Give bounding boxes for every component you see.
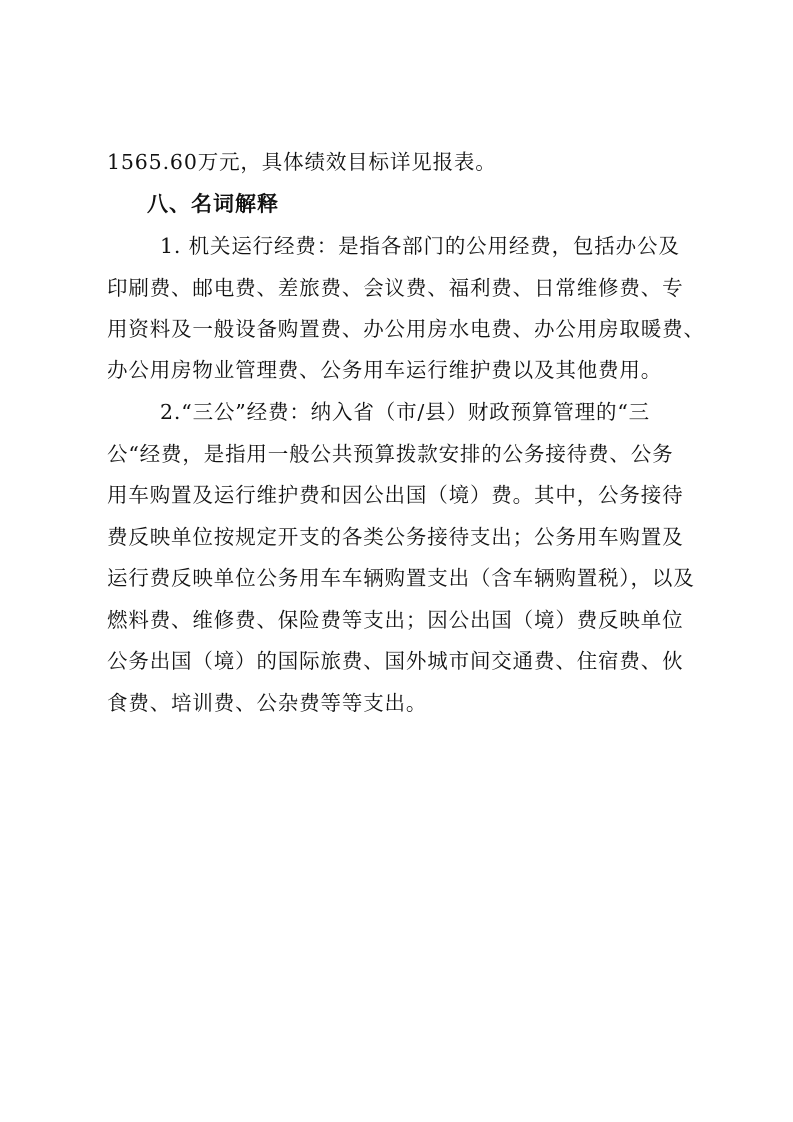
definition-2-line-8: 食费、培训费、公杂费等等支出。 xyxy=(107,691,428,715)
intro-paragraph-line: 1565.60万元，具体绩效目标详见报表。 xyxy=(107,150,497,174)
definition-1-line-3: 用资料及一般设备购置费、办公用房水电费、办公用房取暖费、 xyxy=(107,317,705,341)
definition-2-line-5: 运行费反映单位公务用车车辆购置支出（含车辆购置税），以及 xyxy=(107,566,695,590)
definition-2-line-7: 公务出国（境）的国际旅费、国外城市间交通费、住宿费、伙 xyxy=(107,649,684,673)
definition-2-line-4: 费反映单位按规定开支的各类公务接待支出；公务用车购置及 xyxy=(107,525,684,549)
section-heading: 八、名词解释 xyxy=(147,192,279,216)
definition-1-line-1: 1. 机关运行经费：是指各部门的公用经费，包括办公及 xyxy=(160,234,680,258)
definition-2-line-2: 公“经费，是指用一般公共预算拨款安排的公务接待费、公务 xyxy=(107,442,674,466)
definition-1-line-2: 印刷费、邮电费、差旅费、会议费、福利费、日常维修费、专 xyxy=(107,276,684,300)
definition-1-line-4: 办公用房物业管理费、公务用车运行维护费以及其他费用。 xyxy=(107,358,663,382)
definition-2-line-6: 燃料费、维修费、保险费等支出；因公出国（境）费反映单位 xyxy=(107,608,684,632)
definition-2-line-1: 2.“三公”经费：纳入省（市/县）财政预算管理的“三 xyxy=(160,400,651,424)
definition-2-line-3: 用车购置及运行维护费和因公出国（境）费。其中，公务接待 xyxy=(107,483,684,507)
